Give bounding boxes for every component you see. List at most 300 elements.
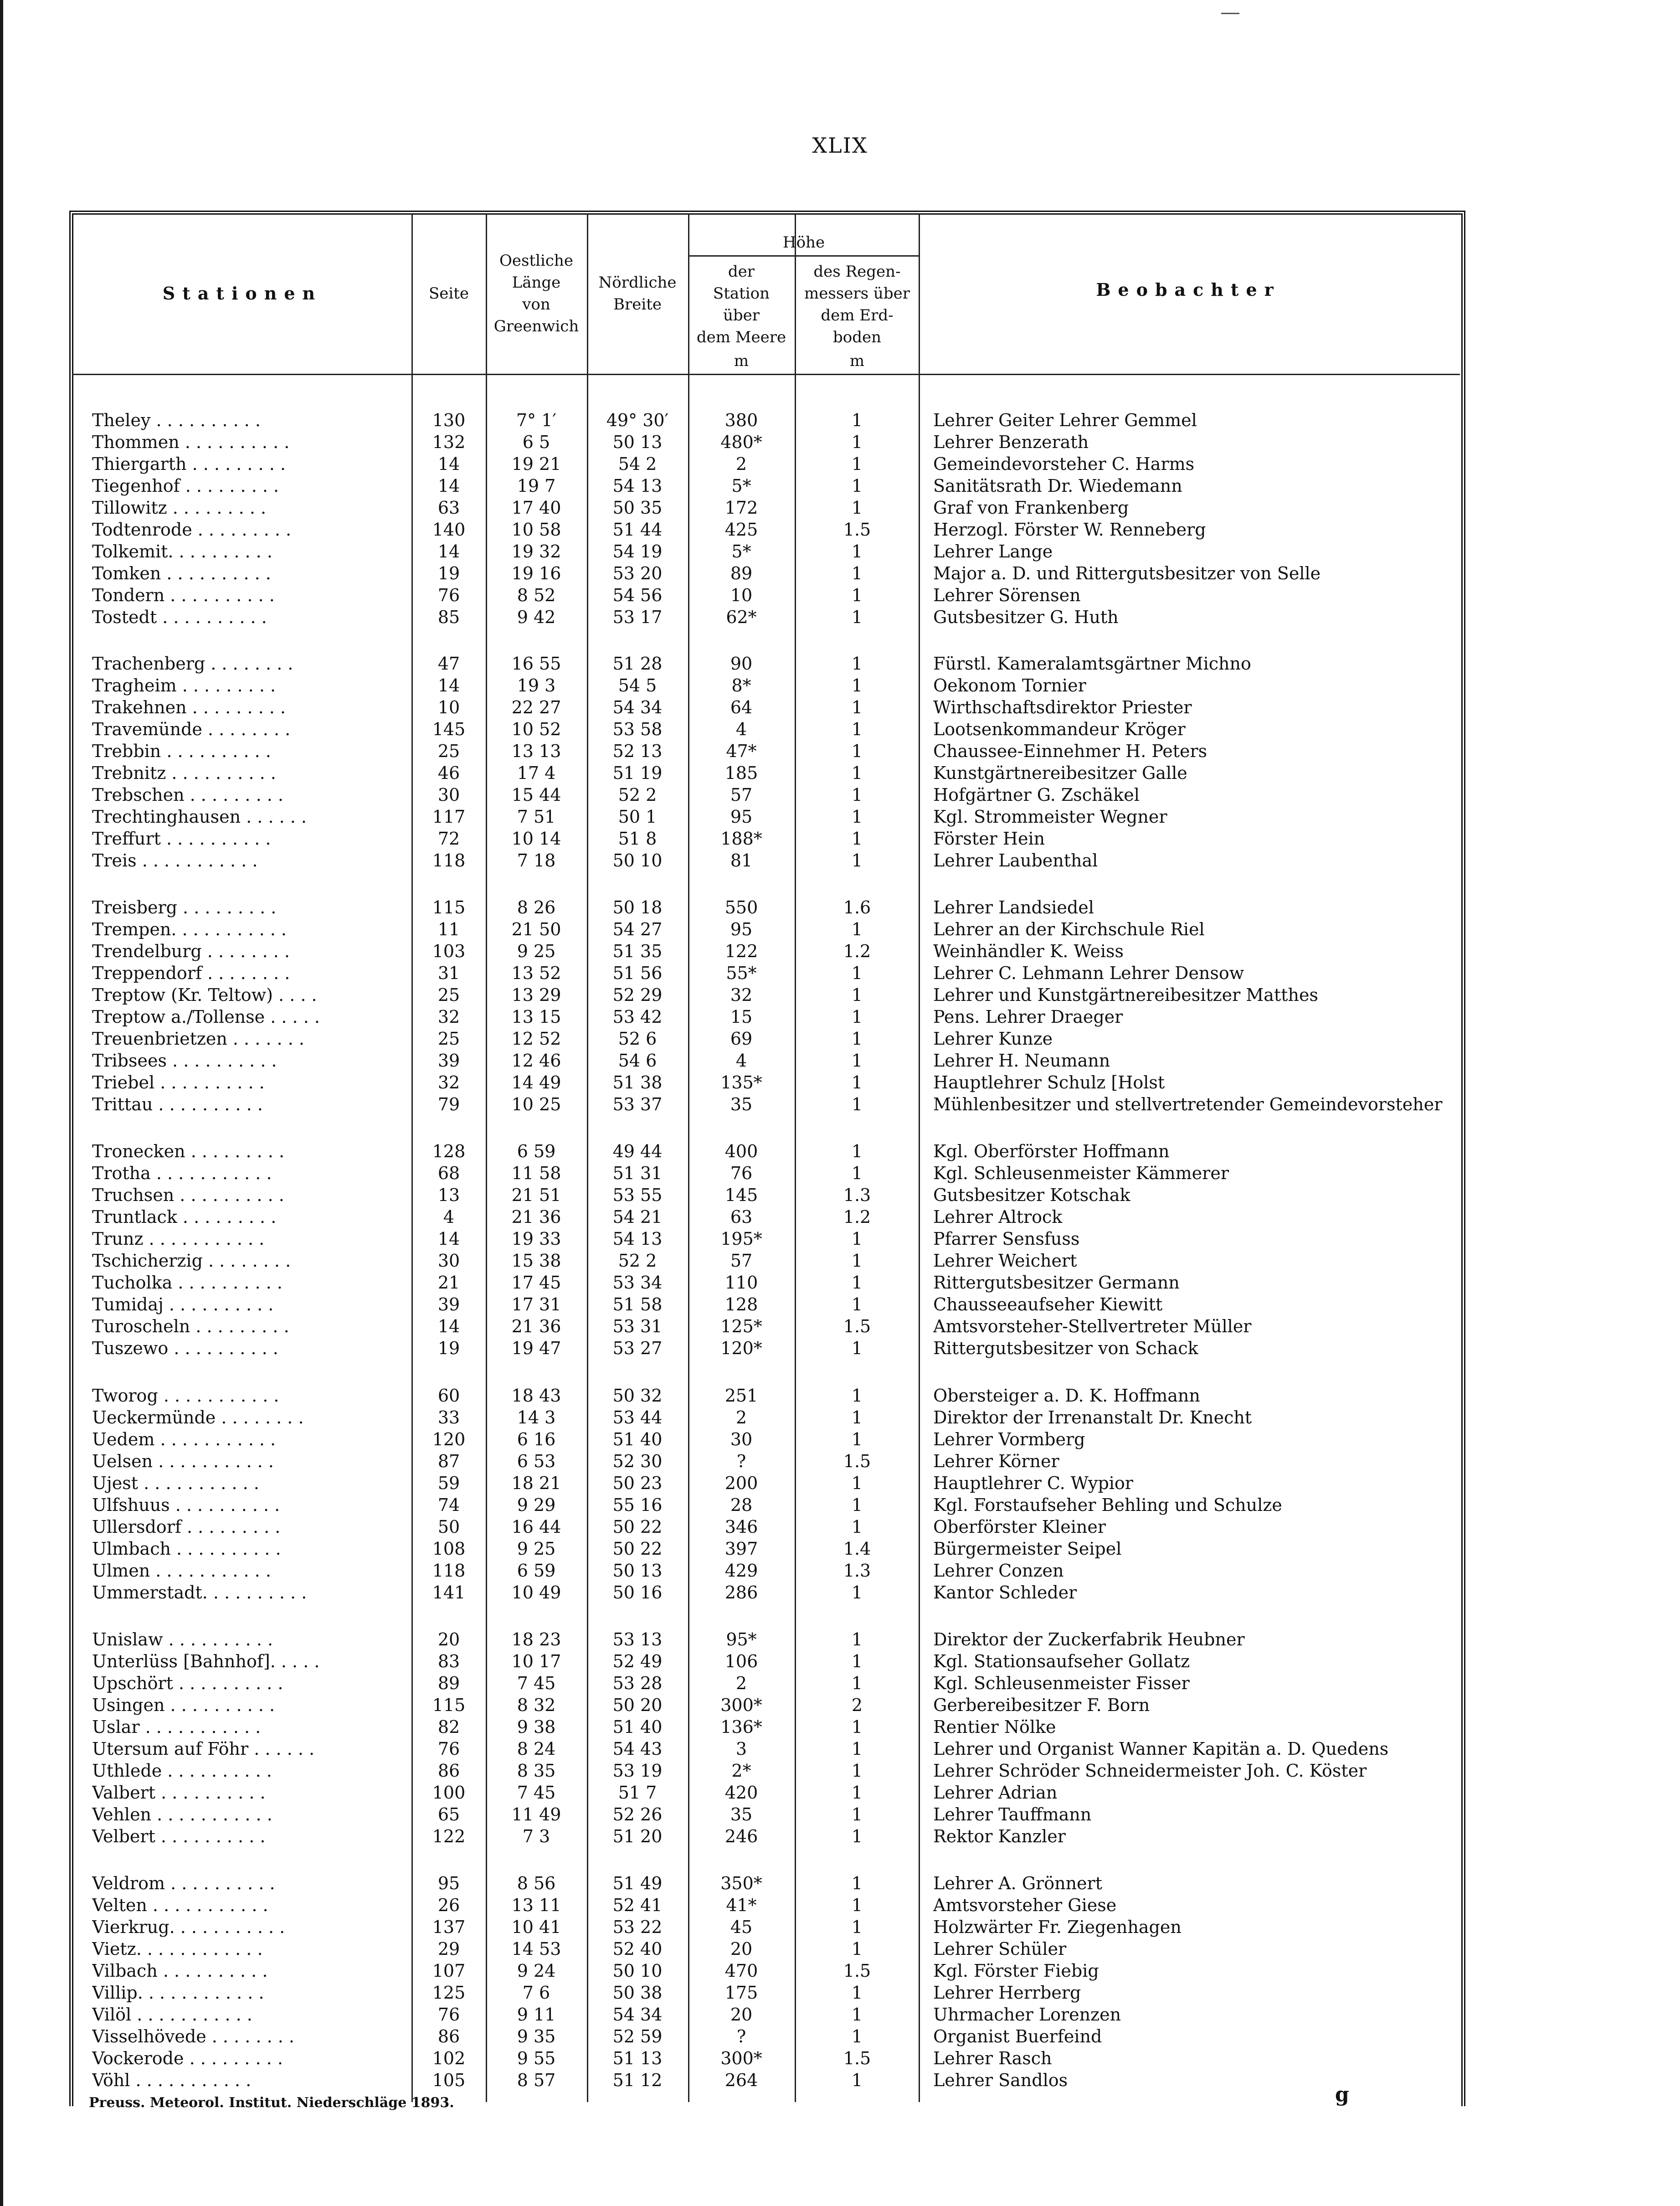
hoehe-regen-value: 1 [851, 454, 863, 474]
station-name: Treisberg . . . . . . . . . [92, 897, 277, 917]
breite-value: 51 13 [612, 2048, 663, 2068]
seite-value: 19 [437, 1338, 460, 1358]
seite-value: 89 [437, 1673, 460, 1693]
breite-value: 53 42 [612, 1007, 663, 1027]
seite-value: 115 [432, 897, 466, 917]
breite-value: 50 10 [612, 850, 663, 871]
beobachter-value: Fürstl. Kameralamtsgärtner Michno [933, 654, 1251, 674]
beobachter-value: Hauptlehrer Schulz [Holst [933, 1072, 1165, 1093]
hoehe-regen-value: 1 [851, 675, 863, 696]
breite-value: 54 21 [612, 1207, 663, 1227]
breite-value: 50 22 [612, 1517, 663, 1537]
hoehe-regen-value: 2 [851, 1695, 863, 1715]
hoehe-station-value: 32 [730, 985, 753, 1005]
hoehe-regen-value: 1 [851, 1983, 863, 2003]
header-hoehe-regen-line: boden [832, 328, 882, 346]
hoehe-station-value: 3 [735, 1739, 747, 1759]
station-name: Tronecken . . . . . . . . . [92, 1141, 285, 1161]
hoehe-regen-value: 1 [851, 1407, 863, 1428]
hoehe-regen-value: 1 [851, 2026, 863, 2046]
beobachter-value: Kunstgärtnereibesitzer Galle [933, 763, 1187, 783]
hoehe-regen-value: 1 [851, 1338, 863, 1358]
breite-value: 54 13 [612, 1229, 663, 1249]
laenge-value: 7 18 [517, 850, 556, 871]
hoehe-station-value: 8* [731, 675, 751, 696]
table-row [0, 1782, 1680, 1804]
beobachter-value: Lehrer Adrian [933, 1783, 1058, 1803]
hoehe-station-value: 95 [730, 919, 753, 939]
table-row [0, 1825, 1680, 1847]
beobachter-value: Herzogl. Förster W. Renneberg [933, 520, 1206, 540]
seite-value: 13 [437, 1185, 460, 1205]
breite-value: 53 17 [612, 607, 663, 627]
hoehe-regen-value: 1 [851, 1007, 863, 1027]
hoehe-regen-value: 1 [851, 1273, 863, 1293]
seite-value: 132 [432, 432, 466, 452]
breite-value: 53 34 [612, 1273, 663, 1293]
breite-value: 49 44 [612, 1141, 663, 1161]
header-breite-line: Breite [613, 295, 662, 314]
seite-value: 29 [437, 1939, 460, 1959]
breite-value: 53 31 [612, 1316, 663, 1336]
hoehe-station-value: 122 [724, 941, 758, 961]
laenge-value: 12 46 [511, 1051, 561, 1071]
breite-value: 51 8 [618, 829, 657, 849]
hoehe-station-value: 62* [726, 607, 757, 627]
station-name: Ulfshuus . . . . . . . . . . [92, 1495, 280, 1515]
beobachter-value: Lehrer Vormberg [933, 1429, 1085, 1449]
table-row [0, 1694, 1680, 1716]
table-row [0, 584, 1680, 606]
seite-value: 95 [437, 1873, 460, 1893]
breite-value: 51 58 [612, 1294, 663, 1314]
seite-value: 65 [437, 1804, 460, 1825]
seite-value: 74 [437, 1495, 460, 1515]
header-hoehe: Höhe [782, 233, 825, 252]
laenge-value: 6 59 [517, 1561, 556, 1581]
beobachter-value: Amtsvorsteher Giese [933, 1895, 1117, 1915]
header-hoehe-station-line: dem Meere [696, 328, 786, 346]
breite-value: 54 2 [618, 454, 657, 474]
laenge-value: 8 32 [517, 1695, 556, 1715]
breite-value: 51 20 [612, 1826, 663, 1846]
station-name: Trebschen . . . . . . . . . [92, 785, 283, 805]
table-row [0, 1960, 1680, 1982]
header-laenge-line: Länge [512, 273, 561, 292]
breite-value: 51 7 [618, 1783, 657, 1803]
seite-value: 122 [432, 1826, 466, 1846]
hoehe-station-value: 15 [730, 1007, 753, 1027]
station-name: Tomken . . . . . . . . . . [92, 563, 271, 583]
hoehe-station-value: 397 [724, 1539, 758, 1559]
station-name: Tribsees . . . . . . . . . . [92, 1051, 277, 1071]
laenge-value: 17 4 [517, 763, 556, 783]
scan-mark [1221, 13, 1239, 14]
header-hoehe-regen [796, 261, 919, 348]
hoehe-regen-value: 1.5 [843, 1451, 871, 1471]
laenge-value: 10 52 [511, 719, 561, 739]
breite-value: 52 41 [612, 1895, 663, 1915]
table-row [0, 1006, 1680, 1028]
station-name: Todtenrode . . . . . . . . . [92, 520, 292, 540]
laenge-value: 13 15 [511, 1007, 561, 1027]
hoehe-regen-value: 1 [851, 985, 863, 1005]
breite-value: 50 20 [612, 1695, 663, 1715]
hoehe-regen-value: 1.5 [843, 1961, 871, 1981]
laenge-value: 7 6 [522, 1983, 550, 2003]
breite-value: 51 31 [612, 1163, 663, 1183]
seite-value: 10 [437, 697, 460, 717]
laenge-value: 19 21 [511, 454, 561, 474]
hoehe-regen-value: 1.3 [843, 1185, 871, 1205]
beobachter-value: Chausseeaufseher Kiewitt [933, 1294, 1163, 1314]
hoehe-regen-value: 1 [851, 1386, 863, 1406]
header-beobachter: Beobachter [1096, 279, 1281, 300]
table-row [0, 2047, 1680, 2069]
breite-value: 51 19 [612, 763, 663, 783]
table-row [0, 1582, 1680, 1603]
hoehe-regen-value: 1 [851, 1429, 863, 1449]
table-row [0, 1272, 1680, 1294]
beobachter-value: Lehrer Rasch [933, 2048, 1052, 2068]
beobachter-value: Weinhändler K. Weiss [933, 941, 1124, 961]
table-row [0, 1315, 1680, 1337]
table-row [0, 784, 1680, 806]
station-name: Ummerstadt. . . . . . . . . . [92, 1582, 307, 1603]
table-row [0, 1428, 1680, 1450]
seite-value: 46 [437, 763, 460, 783]
laenge-value: 9 55 [517, 2048, 556, 2068]
beobachter-value: Kantor Schleder [933, 1582, 1077, 1603]
beobachter-value: Graf von Frankenberg [933, 498, 1129, 518]
seite-value: 14 [437, 454, 460, 474]
seite-value: 79 [437, 1094, 460, 1114]
table-row [0, 1629, 1680, 1650]
laenge-value: 14 53 [511, 1939, 561, 1959]
hoehe-station-value: 420 [724, 1783, 758, 1803]
table-row [0, 1538, 1680, 1560]
seite-value: 137 [432, 1917, 466, 1937]
seite-value: 125 [432, 1983, 466, 2003]
beobachter-value: Holzwärter Fr. Ziegenhagen [933, 1917, 1182, 1937]
laenge-value: 10 17 [511, 1651, 561, 1671]
header-unit-m-station: m [734, 352, 749, 370]
hoehe-regen-value: 1 [851, 741, 863, 761]
station-name: Unislaw . . . . . . . . . . [92, 1629, 273, 1649]
station-name: Uslar . . . . . . . . . . . [92, 1717, 261, 1737]
beobachter-value: Chaussee-Einnehmer H. Peters [933, 741, 1207, 761]
station-name: Theley . . . . . . . . . . [92, 410, 261, 430]
breite-value: 51 12 [612, 2070, 663, 2090]
laenge-value: 19 33 [511, 1229, 561, 1249]
laenge-value: 15 38 [511, 1251, 561, 1271]
laenge-value: 18 23 [511, 1629, 561, 1649]
laenge-value: 8 35 [517, 1761, 556, 1781]
table-row [0, 850, 1680, 871]
header-rule [72, 374, 1460, 375]
beobachter-value: Lehrer A. Grönnert [933, 1873, 1102, 1893]
signature-mark: g [1335, 2083, 1349, 2106]
hoehe-regen-value: 1 [851, 1517, 863, 1537]
hoehe-station-value: 89 [730, 563, 753, 583]
hoehe-regen-value: 1 [851, 1163, 863, 1183]
seite-value: 25 [437, 985, 460, 1005]
seite-value: 120 [432, 1429, 466, 1449]
beobachter-value: Kgl. Strommeister Wegner [933, 807, 1167, 827]
table-row [0, 1093, 1680, 1115]
header-laenge-line: Oestliche [499, 252, 573, 270]
seite-value: 60 [437, 1386, 460, 1406]
breite-value: 52 26 [612, 1804, 663, 1825]
hoehe-station-value: 5* [731, 541, 751, 562]
beobachter-value: Lootsenkommandeur Kröger [933, 719, 1186, 739]
hoehe-regen-value: 1.5 [843, 1316, 871, 1336]
hoehe-regen-value: 1.5 [843, 2048, 871, 2068]
station-name: Treptow (Kr. Teltow) . . . . [92, 985, 317, 1005]
table-row [0, 1872, 1680, 1894]
seite-value: 117 [432, 807, 466, 827]
beobachter-value: Lehrer H. Neumann [933, 1051, 1110, 1071]
hoehe-regen-value: 1 [851, 807, 863, 827]
beobachter-value: Lehrer C. Lehmann Lehrer Densow [933, 963, 1244, 983]
table-row [0, 653, 1680, 675]
beobachter-value: Rittergutsbesitzer Germann [933, 1273, 1180, 1293]
hoehe-station-value: 246 [724, 1826, 758, 1846]
table-row [0, 1140, 1680, 1162]
hoehe-station-value: 429 [724, 1561, 758, 1581]
hoehe-station-value: 64 [730, 697, 753, 717]
station-name: Triebel . . . . . . . . . . [92, 1072, 265, 1093]
hoehe-regen-value: 1 [851, 963, 863, 983]
laenge-value: 13 13 [511, 741, 561, 761]
laenge-value: 8 56 [517, 1873, 556, 1893]
hoehe-station-value: 286 [724, 1582, 758, 1603]
breite-value: 54 19 [612, 541, 663, 562]
hoehe-station-value: 4 [735, 1051, 747, 1071]
beobachter-value: Lehrer Kunze [933, 1029, 1053, 1049]
station-name: Ulmbach . . . . . . . . . . [92, 1539, 281, 1559]
seite-value: 76 [437, 2005, 460, 2025]
laenge-value: 9 42 [517, 607, 556, 627]
beobachter-value: Kgl. Förster Fiebig [933, 1961, 1099, 1981]
table-row [0, 897, 1680, 918]
header-laenge-line: Greenwich [493, 317, 579, 335]
seite-value: 19 [437, 563, 460, 583]
laenge-value: 7° 1′ [516, 410, 557, 430]
laenge-value: 9 29 [517, 1495, 556, 1515]
table-row [0, 1228, 1680, 1250]
beobachter-value: Wirthschaftsdirektor Priester [933, 697, 1192, 717]
hoehe-station-value: 175 [724, 1983, 758, 2003]
breite-value: 52 40 [612, 1939, 663, 1959]
beobachter-value: Lehrer und Organist Wanner Kapitän a. D. Quedens [933, 1739, 1389, 1759]
breite-value: 50 1 [618, 807, 657, 827]
breite-value: 51 40 [612, 1717, 663, 1737]
hoehe-station-value: 185 [724, 763, 758, 783]
seite-value: 145 [432, 719, 466, 739]
laenge-value: 9 24 [517, 1961, 556, 1981]
laenge-value: 16 55 [511, 654, 561, 674]
laenge-value: 9 25 [517, 941, 556, 961]
table-row [0, 1337, 1680, 1359]
table-row [0, 918, 1680, 940]
hoehe-regen-value: 1 [851, 1029, 863, 1049]
hoehe-regen-value: 1 [851, 1783, 863, 1803]
seite-value: 14 [437, 541, 460, 562]
breite-value: 51 28 [612, 654, 663, 674]
seite-value: 108 [432, 1539, 466, 1559]
beobachter-value: Rentier Nölke [933, 1717, 1056, 1737]
header-hoehe-regen-line: messers über [804, 284, 910, 303]
hoehe-regen-value: 1.3 [843, 1561, 871, 1581]
seite-value: 25 [437, 1029, 460, 1049]
hoehe-station-value: 300* [720, 2048, 762, 2068]
hoehe-regen-value: 1 [851, 1804, 863, 1825]
header-hoehe-station-line: über [723, 306, 760, 325]
hoehe-station-value: 30 [730, 1429, 753, 1449]
footer-imprint: Preuss. Meteorol. Institut. Niederschläge 1893. [89, 2095, 454, 2111]
hoehe-station-value: 35 [730, 1094, 753, 1114]
breite-value: 54 5 [618, 675, 657, 696]
hoehe-station-value: 2* [731, 1761, 751, 1781]
hoehe-station-value: 400 [724, 1141, 758, 1161]
seite-value: 30 [437, 1251, 460, 1271]
beobachter-value: Förster Hein [933, 829, 1045, 849]
seite-value: 59 [437, 1473, 460, 1493]
hoehe-station-value: 41* [726, 1895, 757, 1915]
breite-value: 51 44 [612, 520, 663, 540]
breite-value: 54 6 [618, 1051, 657, 1071]
hoehe-regen-value: 1.2 [843, 1207, 871, 1227]
beobachter-value: Kgl. Schleusenmeister Fisser [933, 1673, 1190, 1693]
laenge-value: 7 3 [522, 1826, 550, 1846]
hoehe-regen-value: 1 [851, 541, 863, 562]
table-row [0, 1072, 1680, 1093]
hoehe-regen-value: 1 [851, 1094, 863, 1114]
breite-value: 52 49 [612, 1651, 663, 1671]
table-row [0, 718, 1680, 740]
table-row [0, 962, 1680, 984]
beobachter-value: Gemeindevorsteher C. Harms [933, 454, 1195, 474]
hoehe-regen-value: 1 [851, 719, 863, 739]
station-name: Ueckermünde . . . . . . . . [92, 1407, 304, 1428]
header-hoehe-rule [689, 255, 919, 257]
hoehe-regen-value: 1 [851, 1294, 863, 1314]
breite-value: 49° 30′ [606, 410, 669, 430]
breite-value: 54 43 [612, 1739, 663, 1759]
seite-value: 4 [443, 1207, 455, 1227]
station-name: Trempen. . . . . . . . . . . [92, 919, 287, 939]
beobachter-value: Kgl. Stationsaufseher Gollatz [933, 1651, 1190, 1671]
seite-value: 118 [432, 850, 466, 871]
station-name: Tuszewo . . . . . . . . . . [92, 1338, 278, 1358]
laenge-value: 9 25 [517, 1539, 556, 1559]
seite-value: 82 [437, 1717, 460, 1737]
table-row [0, 1760, 1680, 1782]
breite-value: 50 35 [612, 498, 663, 518]
station-name: Truchsen . . . . . . . . . . [92, 1185, 284, 1205]
station-name: Tucholka . . . . . . . . . . [92, 1273, 283, 1293]
laenge-value: 6 59 [517, 1141, 556, 1161]
seite-value: 33 [437, 1407, 460, 1428]
seite-value: 63 [437, 498, 460, 518]
seite-value: 87 [437, 1451, 460, 1471]
hoehe-regen-value: 1 [851, 1051, 863, 1071]
hoehe-regen-value: 1 [851, 563, 863, 583]
station-name: Vehlen . . . . . . . . . . . [92, 1804, 272, 1825]
header-breite-line: Nördliche [598, 273, 677, 292]
header-hoehe-station-line: Station [713, 284, 770, 303]
hoehe-regen-value: 1 [851, 1251, 863, 1271]
laenge-value: 10 58 [511, 520, 561, 540]
laenge-value: 11 49 [511, 1804, 561, 1825]
beobachter-value: Lehrer Weichert [933, 1251, 1077, 1271]
laenge-value: 8 57 [517, 2070, 556, 2090]
station-name: Upschört . . . . . . . . . . [92, 1673, 283, 1693]
hoehe-station-value: 2 [735, 1407, 747, 1428]
seite-value: 47 [437, 654, 460, 674]
table-row [0, 1250, 1680, 1272]
header-unit-m-regen: m [849, 352, 865, 370]
station-name: Turoscheln . . . . . . . . . [92, 1316, 289, 1336]
station-name: Vilöl . . . . . . . . . . . [92, 2005, 252, 2025]
beobachter-value: Direktor der Irrenanstalt Dr. Knecht [933, 1407, 1252, 1428]
beobachter-value: Lehrer Lange [933, 541, 1053, 562]
breite-value: 52 2 [618, 785, 657, 805]
hoehe-station-value: 470 [724, 1961, 758, 1981]
laenge-value: 18 43 [511, 1386, 561, 1406]
hoehe-station-value: 106 [724, 1651, 758, 1671]
seite-value: 141 [432, 1582, 466, 1603]
seite-value: 86 [437, 2026, 460, 2046]
header-hoehe-regen-line: dem Erd- [821, 306, 894, 325]
seite-value: 14 [437, 1229, 460, 1249]
station-name: Tumidaj . . . . . . . . . . [92, 1294, 274, 1314]
laenge-value: 11 58 [511, 1163, 561, 1183]
laenge-value: 13 11 [511, 1895, 561, 1915]
table-row [0, 1184, 1680, 1206]
hoehe-station-value: 4 [735, 719, 747, 739]
laenge-value: 19 16 [511, 563, 561, 583]
seite-value: 39 [437, 1051, 460, 1071]
seite-value: 26 [437, 1895, 460, 1915]
hoehe-station-value: 20 [730, 1939, 753, 1959]
station-name: Treffurt . . . . . . . . . . [92, 829, 271, 849]
beobachter-value: Lehrer Schröder Schneidermeister Joh. C. Köster [933, 1761, 1367, 1781]
table-row [0, 1494, 1680, 1516]
laenge-value: 13 52 [511, 963, 561, 983]
station-name: Truntlack . . . . . . . . . [92, 1207, 277, 1227]
table-row [0, 519, 1680, 541]
hoehe-station-value: 95* [726, 1629, 757, 1649]
laenge-value: 9 35 [517, 2026, 556, 2046]
beobachter-value: Kgl. Oberförster Hoffmann [933, 1141, 1170, 1161]
hoehe-station-value: 2 [735, 1673, 747, 1693]
seite-value: 128 [432, 1141, 466, 1161]
hoehe-regen-value: 1 [851, 1873, 863, 1893]
station-name: Trendelburg . . . . . . . . [92, 941, 290, 961]
hoehe-station-value: 90 [730, 654, 753, 674]
table-row [0, 740, 1680, 762]
beobachter-value: Lehrer Schüler [933, 1939, 1067, 1959]
station-name: Tschicherzig . . . . . . . . [92, 1251, 291, 1271]
station-name: Trotha . . . . . . . . . . . [92, 1163, 272, 1183]
beobachter-value: Lehrer Laubenthal [933, 850, 1098, 871]
station-name: Trechtinghausen . . . . . . [92, 807, 307, 827]
table-row [0, 1938, 1680, 1960]
hoehe-regen-value: 1 [851, 1761, 863, 1781]
breite-value: 54 27 [612, 919, 663, 939]
